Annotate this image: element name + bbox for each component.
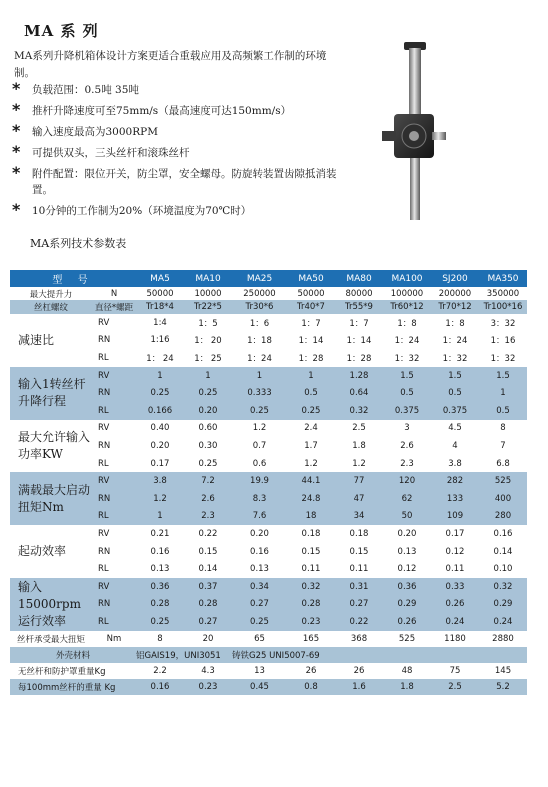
table-cell: 350000 — [486, 288, 520, 299]
ratio-code: RV — [98, 528, 110, 539]
table-cell: 0.26 — [431, 596, 479, 614]
table-cell: 0.25 — [232, 402, 287, 420]
table-cell: 1：14 — [346, 336, 372, 347]
table-cell: 0.32 — [479, 578, 527, 596]
feature-item — [12, 200, 342, 219]
table-cell: 7 — [500, 440, 506, 451]
table-cell: 2.4 — [304, 423, 318, 434]
table-cell: 0.5 — [383, 384, 431, 402]
table-cell: 1：32 — [442, 353, 468, 364]
model-header: MA80 — [335, 270, 383, 287]
feature-text: 10分钟的工作制为20%（环境温度为70℃时） — [32, 205, 252, 217]
table-cell: 65 — [254, 633, 265, 644]
table-cell: 1：16 — [490, 336, 516, 347]
table-cell: 26 — [305, 665, 317, 676]
bullet-marker: * — [12, 79, 21, 98]
table-cell: 109 — [431, 508, 479, 526]
table-cell: 1.7 — [304, 440, 318, 451]
table-cell: 50000 — [146, 288, 174, 299]
table-cell: 0.16 — [493, 528, 513, 539]
table-cell: 0.36 — [136, 578, 184, 596]
table-cell: 2.6 — [184, 490, 232, 508]
ratio-code: RV — [98, 317, 110, 328]
model-header: MA10 — [184, 270, 232, 287]
group-row — [10, 420, 527, 438]
group-row — [10, 578, 527, 596]
ratio-code: RV — [98, 423, 110, 434]
table-cell: 0.36 — [383, 578, 431, 596]
table-cell: 0.333 — [232, 384, 287, 402]
group-label: 输入1转丝杆升降行程 — [10, 367, 92, 420]
table-cell: 1.2 — [352, 458, 366, 469]
table-cell: 1：28 — [298, 353, 324, 364]
model-header: MA100 — [383, 270, 431, 287]
row-label: 每100mm丝杆的重量 Kg — [10, 679, 136, 695]
table-cell: 4.3 — [201, 665, 215, 676]
table-cell: 0.25 — [198, 458, 218, 469]
group-label: 减速比 — [18, 332, 55, 347]
table-cell: Tr18*4 — [136, 300, 184, 314]
table-cell: 0.20 — [250, 528, 269, 539]
table-cell: Tr60*12 — [383, 300, 431, 314]
ratio-code: RN — [98, 335, 111, 346]
table-cell: 1：24 — [247, 353, 272, 364]
table-cell: 1：5 — [198, 318, 218, 329]
shell-material-row — [10, 647, 527, 663]
table-cell: 0.6 — [252, 458, 267, 469]
table-cell: 0.16 — [136, 679, 184, 695]
table-cell: 1：28 — [346, 353, 372, 364]
table-cell: 368 — [350, 633, 368, 644]
ratio-code: RN — [98, 440, 111, 451]
model-header: MA5 — [136, 270, 184, 287]
table-cell: 282 — [431, 472, 479, 490]
table-cell: 2880 — [492, 633, 514, 644]
ratio-code: RN — [92, 384, 136, 402]
table-cell: 0.32 — [287, 578, 335, 596]
table-cell: 0.5 — [287, 384, 335, 402]
bullet-marker: * — [12, 121, 21, 140]
table-cell: 77 — [335, 472, 383, 490]
screw-jack-product-image — [376, 36, 456, 226]
table-cell: 50 — [383, 508, 431, 526]
table-title: MA系列技术参数表 — [30, 237, 127, 250]
table-cell: 0.13 — [397, 546, 417, 557]
table-cell: 0.166 — [136, 402, 184, 420]
model-header: SJ200 — [431, 270, 479, 287]
table-cell: 0.25 — [136, 384, 184, 402]
table-cell: Tr22*5 — [184, 300, 232, 314]
page-title: MA 系 列 — [24, 22, 99, 40]
table-cell: 133 — [431, 490, 479, 508]
table-cell: 0.23 — [184, 679, 232, 695]
table-cell: 0.15 — [301, 546, 321, 557]
table-cell: 44.1 — [287, 472, 335, 490]
table-cell: 2.3 — [184, 508, 232, 526]
ratio-code: RV — [92, 578, 136, 596]
table-cell: 525 — [398, 633, 416, 644]
table-cell: 2.5 — [431, 679, 479, 695]
table-cell: 1： 25 — [194, 353, 222, 364]
intro-text: MA系列升降机箱体设计方案更适合重载应用及高频繁工作制的环境制。 — [14, 50, 327, 79]
ratio-code: RL — [98, 352, 109, 363]
screw-torque-row — [10, 631, 527, 647]
table-cell: 2.5 — [352, 423, 366, 434]
table-cell: 0.27 — [335, 596, 383, 614]
feature-item — [12, 142, 342, 161]
ratio-code: RV — [92, 472, 136, 490]
table-cell: 120 — [383, 472, 431, 490]
table-cell: 1:16 — [150, 335, 170, 346]
group-label: 满载最大启动扭矩Nm — [10, 472, 92, 525]
table-cell: 250000 — [243, 288, 276, 299]
table-cell: 1.5 — [479, 367, 527, 385]
table-cell: 1 — [287, 367, 335, 385]
table-cell: 280 — [479, 508, 527, 526]
weight-row — [10, 663, 527, 679]
table-cell: 0.16 — [250, 546, 269, 557]
table-cell: 0.29 — [383, 596, 431, 614]
table-cell: 1 — [232, 367, 287, 385]
table-cell: 75 — [449, 665, 461, 676]
table-cell: 0.32 — [335, 402, 383, 420]
table-cell: 48 — [401, 665, 413, 676]
table-cell: 1 — [136, 367, 184, 385]
table-cell: 1.2 — [304, 458, 318, 469]
shell-material-iron: 铸铁G25 UNI5007-69 — [232, 647, 527, 663]
model-header: MA350 — [479, 270, 527, 287]
table-cell: 200000 — [438, 288, 472, 299]
group-row — [10, 472, 527, 490]
table-cell: 1：7 — [301, 318, 321, 329]
row-label: 丝杠螺纹 — [10, 300, 92, 314]
feature-list — [12, 79, 342, 224]
table-cell: 0.25 — [136, 613, 184, 631]
row-label: 最大提升力 — [29, 289, 73, 300]
table-cell: 0.17 — [445, 528, 465, 539]
table-cell: 8 — [500, 423, 506, 434]
bullet-marker: * — [12, 163, 21, 182]
table-header-row — [10, 270, 527, 287]
ratio-code: RN — [98, 546, 111, 557]
table-cell: 1 — [184, 367, 232, 385]
table-cell: 0.15 — [198, 546, 218, 557]
group-row — [10, 367, 527, 385]
table-cell: 0.25 — [184, 384, 232, 402]
bullet-marker: * — [12, 100, 21, 119]
table-cell: 1.8 — [352, 440, 366, 451]
table-cell: 1 — [479, 384, 527, 402]
group-row — [10, 314, 527, 332]
table-cell: 8.3 — [232, 490, 287, 508]
max-load-row — [10, 287, 527, 300]
table-cell: 0.25 — [287, 402, 335, 420]
table-cell: 0.28 — [136, 596, 184, 614]
table-cell: 62 — [383, 490, 431, 508]
table-cell: 0.28 — [287, 596, 335, 614]
table-cell: 26 — [353, 665, 365, 676]
table-cell: 0.45 — [232, 679, 287, 695]
ratio-code: RL — [92, 613, 136, 631]
ratio-code: RL — [92, 508, 136, 526]
table-cell: Tr40*7 — [287, 300, 335, 314]
table-cell: 0.5 — [479, 402, 527, 420]
feature-text: 推杆升降速度可至75mm/s（最高速度可达150mm/s） — [32, 105, 292, 117]
table-cell: 1：18 — [247, 336, 272, 347]
table-cell: 0.16 — [150, 546, 170, 557]
row-unit: N — [110, 288, 118, 299]
table-cell: 3：32 — [490, 318, 516, 329]
table-cell: 400 — [479, 490, 527, 508]
table-cell: Tr30*6 — [232, 300, 287, 314]
table-cell: 5.2 — [479, 679, 527, 695]
shell-material-aluminum: 铝GAIS19，UNI3051 — [136, 647, 232, 663]
table-cell: 3.8 — [136, 472, 184, 490]
model-header-label: 型 号 — [10, 270, 136, 287]
table-cell: 1：32 — [394, 353, 420, 364]
table-cell: 0.5 — [431, 384, 479, 402]
table-cell: 0.26 — [383, 613, 431, 631]
table-cell: 3.8 — [448, 458, 462, 469]
table-cell: 0.375 — [383, 402, 431, 420]
table-cell: 4 — [452, 440, 458, 451]
table-cell: 0.12 — [445, 546, 465, 557]
table-cell: 2.3 — [400, 458, 414, 469]
table-cell: 1.8 — [383, 679, 431, 695]
feature-item — [12, 100, 342, 119]
table-cell: 1：32 — [490, 353, 516, 364]
table-cell: 0.30 — [198, 440, 218, 451]
row-label: 丝杆承受最大扭矩 — [16, 634, 85, 645]
table-cell: 0.34 — [232, 578, 287, 596]
table-cell: 0.60 — [198, 423, 218, 434]
row-label: 无丝杆和防护罩重量Kg — [18, 666, 106, 677]
screw-thread-row — [10, 300, 527, 314]
table-cell: 8 — [157, 633, 163, 644]
table-cell: 0.31 — [335, 578, 383, 596]
table-cell: 0.24 — [479, 613, 527, 631]
table-cell: 0.11 — [301, 564, 321, 575]
table-cell: 6.8 — [496, 458, 510, 469]
table-cell: 0.13 — [150, 564, 170, 575]
table-cell: 1：14 — [298, 336, 324, 347]
table-cell: 0.20 — [184, 402, 232, 420]
table-cell: 100000 — [390, 288, 424, 299]
table-cell: 1180 — [444, 633, 466, 644]
feature-item — [12, 79, 342, 98]
table-cell: 1.5 — [383, 367, 431, 385]
table-cell: 1： 20 — [194, 336, 222, 347]
table-cell: 80000 — [345, 288, 373, 299]
table-cell: 0.10 — [493, 564, 513, 575]
group-label: 起动效率 — [18, 544, 67, 559]
table-cell: 0.27 — [232, 596, 287, 614]
table-cell: 1.5 — [431, 367, 479, 385]
spec-groups — [10, 314, 527, 631]
feature-text: 输入速度最高为3000RPM — [32, 126, 158, 138]
table-cell: 1： 24 — [146, 353, 174, 364]
table-cell: 2.6 — [400, 440, 414, 451]
table-cell: 34 — [335, 508, 383, 526]
table-cell: Tr100*16 — [479, 300, 527, 314]
table-cell: 0.24 — [431, 613, 479, 631]
table-cell: 0.12 — [397, 564, 417, 575]
ratio-code: RN — [92, 490, 136, 508]
table-cell: 165 — [302, 633, 320, 644]
table-cell: 0.28 — [184, 596, 232, 614]
table-cell: 7.2 — [184, 472, 232, 490]
feature-item — [12, 163, 342, 198]
table-cell: 18 — [287, 508, 335, 526]
table-cell: 1：24 — [394, 336, 420, 347]
table-cell: 0.7 — [252, 440, 267, 451]
feature-item — [12, 121, 342, 140]
table-cell: 4.5 — [448, 423, 462, 434]
feature-text: 负载范围：0.5吨 35吨 — [32, 84, 139, 96]
table-cell: 1 — [136, 508, 184, 526]
table-cell: 0.40 — [150, 423, 170, 434]
table-cell: 0.14 — [493, 546, 513, 557]
table-cell: 3 — [404, 423, 410, 434]
table-cell: 0.18 — [349, 528, 369, 539]
ratio-code: RV — [92, 367, 136, 385]
table-cell: Tr70*12 — [431, 300, 479, 314]
table-cell: 13 — [254, 665, 265, 676]
table-cell: 50000 — [297, 288, 325, 299]
group-row — [10, 525, 527, 543]
table-cell: 0.17 — [150, 458, 170, 469]
feature-text: 可提供双头，三头丝杆和滚珠丝杆 — [32, 147, 190, 159]
group-label: 最大允许输入功率KW — [18, 429, 91, 461]
feature-text: 附件配置：限位开关，防尘罩，安全螺母。防旋转装置齿隙抵消装置。 — [32, 168, 337, 196]
table-cell: 0.11 — [349, 564, 369, 575]
table-cell: 1.6 — [335, 679, 383, 695]
table-cell: 0.33 — [431, 578, 479, 596]
table-cell: 525 — [479, 472, 527, 490]
table-cell: 0.22 — [335, 613, 383, 631]
table-cell: 24.8 — [287, 490, 335, 508]
table-cell: 0.64 — [335, 384, 383, 402]
table-cell: 0.15 — [349, 546, 369, 557]
spec-table — [10, 270, 527, 695]
table-cell: 1.2 — [252, 423, 267, 434]
model-header: MA50 — [287, 270, 335, 287]
table-cell: 1：7 — [349, 318, 369, 329]
bullet-marker: * — [12, 200, 21, 219]
ratio-code: RN — [92, 596, 136, 614]
ratio-code: RL — [98, 458, 109, 469]
row-unit: Nm — [106, 633, 122, 644]
table-cell: 0.27 — [184, 613, 232, 631]
model-header: MA25 — [232, 270, 287, 287]
ratio-code: RL — [98, 564, 109, 575]
table-cell: 0.22 — [198, 528, 218, 539]
table-cell: 19.9 — [232, 472, 287, 490]
ratio-code: RL — [92, 402, 136, 420]
table-cell: 10000 — [194, 288, 222, 299]
row-unit: 直径*螺距 — [92, 300, 136, 314]
table-cell: 1：8 — [397, 318, 417, 329]
group-label: 输入15000rpm运行效率 — [10, 578, 92, 631]
table-cell: 0.13 — [250, 564, 269, 575]
table-cell: 0.29 — [479, 596, 527, 614]
table-cell: 1:4 — [153, 317, 167, 328]
table-cell: 0.11 — [445, 564, 465, 575]
table-cell: 1：6 — [249, 318, 270, 329]
table-cell: 0.21 — [150, 528, 170, 539]
table-cell: 0.23 — [287, 613, 335, 631]
table-cell: Tr55*9 — [335, 300, 383, 314]
table-cell: 20 — [202, 633, 214, 644]
table-cell: 0.20 — [397, 528, 417, 539]
table-cell: 0.14 — [198, 564, 218, 575]
screw-weight-row — [10, 679, 527, 695]
table-cell: 145 — [494, 665, 512, 676]
table-cell: 2.2 — [153, 665, 167, 676]
table-cell: 7.6 — [232, 508, 287, 526]
table-cell: 1：8 — [445, 318, 465, 329]
table-cell: 0.18 — [301, 528, 321, 539]
table-cell: 1：24 — [442, 336, 468, 347]
table-cell: 0.375 — [431, 402, 479, 420]
bullet-marker: * — [12, 142, 21, 161]
table-cell: 1.2 — [136, 490, 184, 508]
table-cell: 0.37 — [184, 578, 232, 596]
table-cell: 0.8 — [287, 679, 335, 695]
table-cell: 0.25 — [232, 613, 287, 631]
table-cell: 47 — [335, 490, 383, 508]
table-cell: 0.20 — [150, 440, 170, 451]
table-cell: 1.28 — [335, 367, 383, 385]
row-label: 外壳材料 — [10, 647, 136, 663]
